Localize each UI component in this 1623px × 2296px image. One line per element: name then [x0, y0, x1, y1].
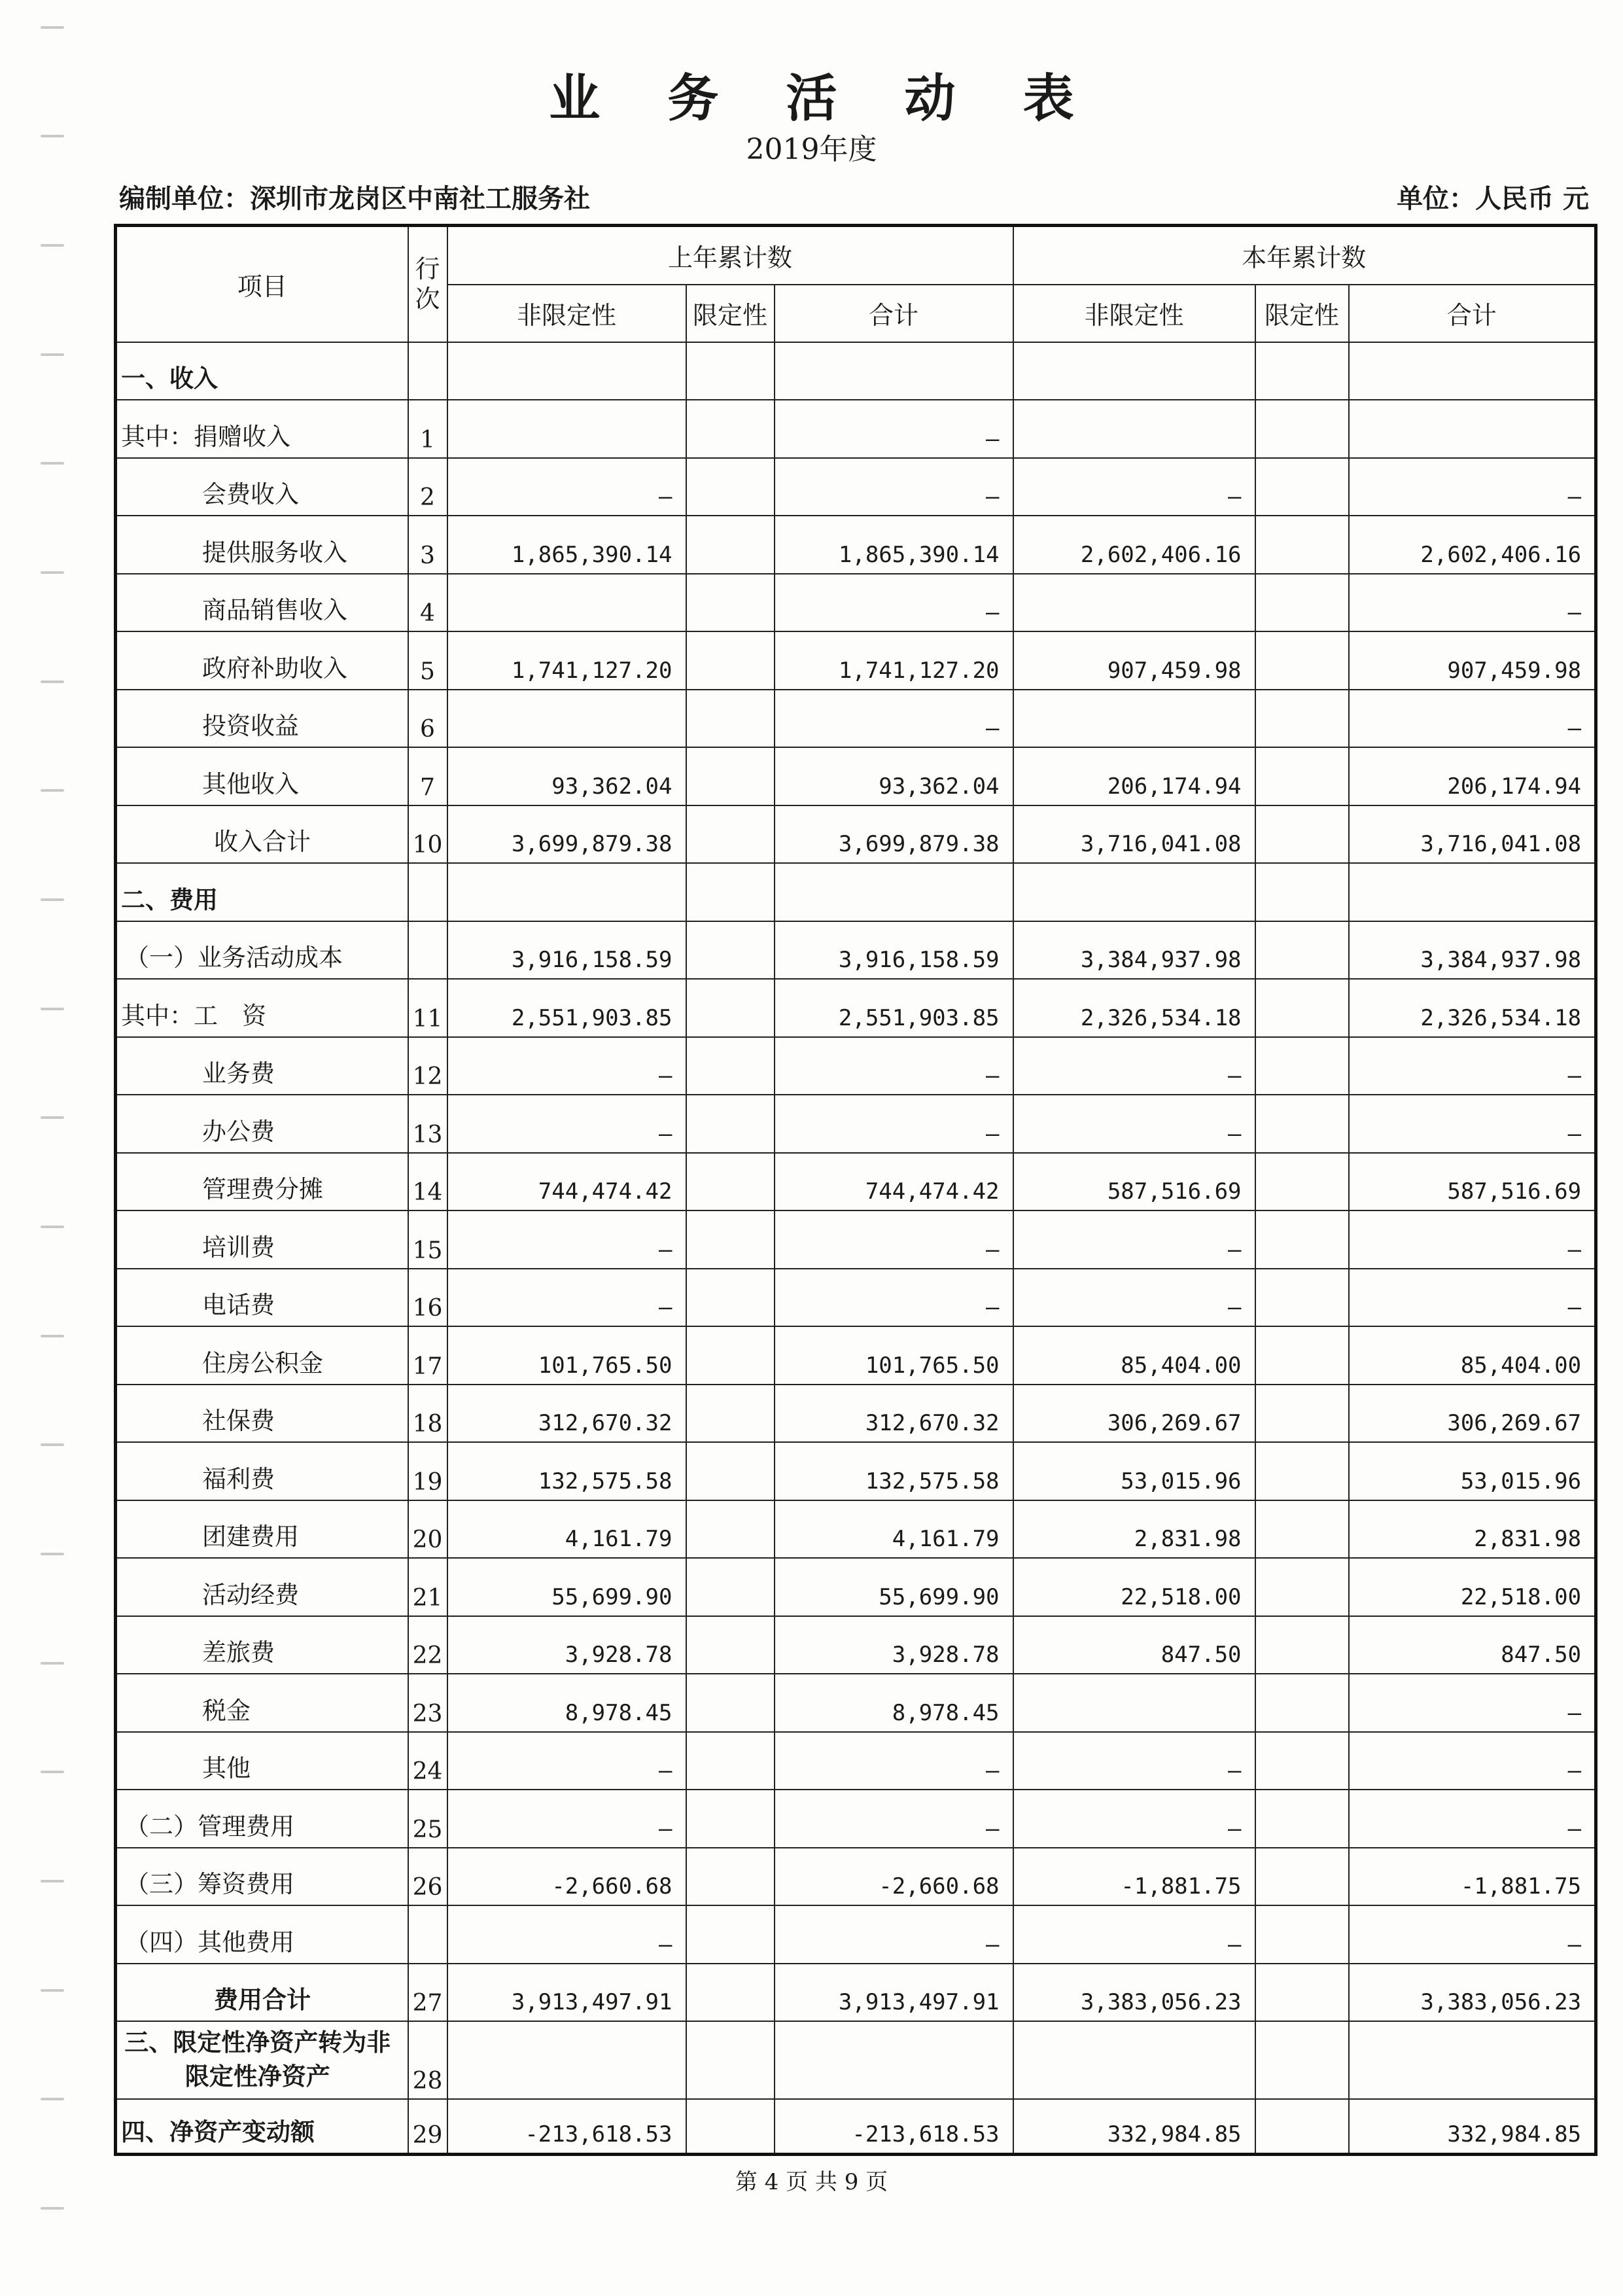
cell-py-r — [686, 1095, 775, 1153]
header-curr-unrestricted: 非限定性 — [1013, 285, 1255, 342]
cell-py-r — [686, 1269, 775, 1327]
cell-py-u: – — [447, 1790, 686, 1848]
cell-py-u: 3,916,158.59 — [447, 921, 686, 980]
cell-cy-t: 332,984.85 — [1349, 2099, 1596, 2154]
cell-py-r — [686, 921, 775, 980]
table-row — [116, 400, 1596, 458]
table-row — [116, 1964, 1596, 2022]
cell-py-r — [686, 574, 775, 632]
cell-cy-u: – — [1013, 458, 1255, 516]
cell-cy-u: 2,602,406.16 — [1013, 516, 1255, 574]
table-row — [116, 2099, 1596, 2154]
cell-cy-t: 85,404.00 — [1349, 1326, 1596, 1385]
cell-py-r — [686, 458, 775, 516]
cell-cy-t: – — [1349, 1269, 1596, 1327]
row-line-number: 1 — [408, 400, 447, 458]
row-line-number: 28 — [408, 2021, 447, 2099]
row-item-label: 福利费 — [116, 1442, 408, 1500]
cell-py-r — [686, 1558, 775, 1616]
cell-py-r — [686, 1153, 775, 1211]
cell-py-r — [686, 1964, 775, 2022]
cell-cy-u — [1013, 342, 1255, 400]
row-line-number: 29 — [408, 2099, 447, 2154]
cell-py-r — [686, 1848, 775, 1906]
cell-py-u: 312,670.32 — [447, 1385, 686, 1443]
row-item-label: （三）筹资费用 — [116, 1848, 408, 1906]
cell-py-r — [686, 516, 775, 574]
header-item: 项目 — [116, 226, 408, 342]
header-prev-year: 上年累计数 — [447, 226, 1013, 285]
cell-cy-t: 847.50 — [1349, 1616, 1596, 1674]
table-row — [116, 1616, 1596, 1674]
cell-py-u — [447, 2021, 686, 2099]
row-line-number: 22 — [408, 1616, 447, 1674]
cell-cy-t: 587,516.69 — [1349, 1153, 1596, 1211]
cell-py-t — [775, 863, 1013, 921]
cell-py-t: – — [775, 1790, 1013, 1848]
cell-cy-r — [1255, 400, 1349, 458]
cell-py-r — [686, 1500, 775, 1559]
cell-cy-t: – — [1349, 458, 1596, 516]
cell-py-u: – — [447, 1037, 686, 1095]
cell-py-u: -2,660.68 — [447, 1848, 686, 1906]
table-row — [116, 342, 1596, 400]
table-row — [116, 1442, 1596, 1500]
cell-py-u: 55,699.90 — [447, 1558, 686, 1616]
cell-py-u: 1,741,127.20 — [447, 631, 686, 690]
cell-cy-r — [1255, 805, 1349, 864]
row-line-number: 19 — [408, 1442, 447, 1500]
document-title: 业 务 活 动 表 — [549, 69, 1099, 128]
cell-cy-u: – — [1013, 1210, 1255, 1269]
header-line-no — [408, 226, 447, 342]
row-line-number: 6 — [408, 690, 447, 748]
row-line-number: 3 — [408, 516, 447, 574]
cell-cy-u: 53,015.96 — [1013, 1442, 1255, 1500]
cell-cy-r — [1255, 631, 1349, 690]
cell-cy-u: – — [1013, 1269, 1255, 1327]
cell-py-u: 744,474.42 — [447, 1153, 686, 1211]
row-item-label: 业务费 — [116, 1037, 408, 1095]
row-item-label: 住房公积金 — [116, 1326, 408, 1385]
row-item-label: （四）其他费用 — [116, 1905, 408, 1964]
cell-cy-r — [1255, 1326, 1349, 1385]
cell-cy-u: 3,383,056.23 — [1013, 1964, 1255, 2022]
fiscal-year: 2019年度 — [746, 133, 877, 166]
header-curr-total: 合计 — [1349, 285, 1596, 342]
cell-py-u: – — [447, 458, 686, 516]
cell-cy-r — [1255, 979, 1349, 1037]
cell-py-u: 93,362.04 — [447, 747, 686, 805]
row-item-label: 三、限定性净资产转为非限定性净资产 — [116, 2021, 408, 2099]
cell-cy-t: – — [1349, 1037, 1596, 1095]
cell-py-t: 3,913,497.91 — [775, 1964, 1013, 2022]
page-footer: 第 4 页 共 9 页 — [735, 2169, 888, 2195]
cell-py-t: – — [775, 1732, 1013, 1790]
table-row — [116, 805, 1596, 864]
row-line-number: 14 — [408, 1153, 447, 1211]
cell-py-r — [686, 979, 775, 1037]
cell-py-r — [686, 2021, 775, 2099]
row-item-label: 差旅费 — [116, 1616, 408, 1674]
row-line-number: 7 — [408, 747, 447, 805]
table-row — [116, 747, 1596, 805]
cell-cy-u: 3,384,937.98 — [1013, 921, 1255, 980]
row-item-label: 培训费 — [116, 1210, 408, 1269]
cell-py-t: -213,618.53 — [775, 2099, 1013, 2154]
cell-cy-t: – — [1349, 690, 1596, 748]
cell-py-u: 132,575.58 — [447, 1442, 686, 1500]
cell-cy-u: 847.50 — [1013, 1616, 1255, 1674]
cell-py-t: – — [775, 1905, 1013, 1964]
cell-cy-u: 206,174.94 — [1013, 747, 1255, 805]
cell-cy-u — [1013, 400, 1255, 458]
cell-py-u: 3,928.78 — [447, 1616, 686, 1674]
cell-cy-t: 53,015.96 — [1349, 1442, 1596, 1500]
cell-cy-r — [1255, 458, 1349, 516]
cell-py-u — [447, 400, 686, 458]
cell-py-r — [686, 863, 775, 921]
cell-py-u: 3,699,879.38 — [447, 805, 686, 864]
cell-py-t: – — [775, 1210, 1013, 1269]
cell-cy-t: – — [1349, 1905, 1596, 1964]
cell-py-u: 4,161.79 — [447, 1500, 686, 1559]
cell-py-t: 3,928.78 — [775, 1616, 1013, 1674]
row-item-label: 管理费分摊 — [116, 1153, 408, 1211]
cell-py-t: 132,575.58 — [775, 1442, 1013, 1500]
cell-py-u: 8,978.45 — [447, 1674, 686, 1732]
preparing-organization: 编制单位：深圳市龙岗区中南社工服务社 — [119, 183, 590, 214]
cell-py-u — [447, 342, 686, 400]
row-line-number: 5 — [408, 631, 447, 690]
table-row — [116, 1558, 1596, 1616]
row-item-label: 费用合计 — [116, 1964, 408, 2022]
cell-py-r — [686, 1442, 775, 1500]
row-item-label: 提供服务收入 — [116, 516, 408, 574]
cell-cy-u: – — [1013, 1905, 1255, 1964]
row-line-number: 24 — [408, 1732, 447, 1790]
cell-cy-t: – — [1349, 1790, 1596, 1848]
cell-py-r — [686, 1385, 775, 1443]
cell-py-r — [686, 1210, 775, 1269]
row-line-number: 18 — [408, 1385, 447, 1443]
cell-cy-u — [1013, 574, 1255, 632]
cell-py-t: – — [775, 1037, 1013, 1095]
cell-cy-r — [1255, 1790, 1349, 1848]
cell-py-t: 3,916,158.59 — [775, 921, 1013, 980]
cell-cy-t — [1349, 2021, 1596, 2099]
cell-py-u: 1,865,390.14 — [447, 516, 686, 574]
row-line-number — [408, 1905, 447, 1964]
row-line-number: 20 — [408, 1500, 447, 1559]
row-line-number: 11 — [408, 979, 447, 1037]
cell-cy-t: 3,384,937.98 — [1349, 921, 1596, 980]
cell-cy-t: – — [1349, 1210, 1596, 1269]
row-item-label: 其中：工 资 — [116, 979, 408, 1037]
cell-cy-t: 2,831.98 — [1349, 1500, 1596, 1559]
cell-py-t — [775, 342, 1013, 400]
cell-cy-t: 22,518.00 — [1349, 1558, 1596, 1616]
cell-py-r — [686, 631, 775, 690]
row-line-number: 17 — [408, 1326, 447, 1385]
cell-cy-r — [1255, 2021, 1349, 2099]
cell-py-t: 1,741,127.20 — [775, 631, 1013, 690]
cell-py-u: -213,618.53 — [447, 2099, 686, 2154]
cell-cy-r — [1255, 1269, 1349, 1327]
cell-cy-u: – — [1013, 1095, 1255, 1153]
row-item-label: （一）业务活动成本 — [116, 921, 408, 980]
cell-cy-r — [1255, 1905, 1349, 1964]
cell-py-u: – — [447, 1269, 686, 1327]
cell-cy-u: 85,404.00 — [1013, 1326, 1255, 1385]
cell-cy-r — [1255, 1385, 1349, 1443]
row-item-label: 电话费 — [116, 1269, 408, 1327]
row-line-number: 16 — [408, 1269, 447, 1327]
cell-py-u: – — [447, 1095, 686, 1153]
table-row — [116, 690, 1596, 748]
cell-cy-u: – — [1013, 1790, 1255, 1848]
statement-table-wrapper — [114, 224, 1594, 2156]
cell-cy-t: 2,602,406.16 — [1349, 516, 1596, 574]
row-line-number: 21 — [408, 1558, 447, 1616]
cell-cy-t — [1349, 863, 1596, 921]
row-item-label: 收入合计 — [116, 805, 408, 864]
cell-py-u: – — [447, 1732, 686, 1790]
cell-cy-r — [1255, 1848, 1349, 1906]
cell-py-r — [686, 690, 775, 748]
row-item-label: 活动经费 — [116, 1558, 408, 1616]
table-row — [116, 1500, 1596, 1559]
cell-py-r — [686, 805, 775, 864]
cell-cy-r — [1255, 1732, 1349, 1790]
row-item-label: 税金 — [116, 1674, 408, 1732]
header-curr-restricted: 限定性 — [1255, 285, 1349, 342]
cell-py-r — [686, 1326, 775, 1385]
row-line-number: 10 — [408, 805, 447, 864]
cell-cy-r — [1255, 574, 1349, 632]
cell-cy-u — [1013, 690, 1255, 748]
cell-cy-t: – — [1349, 1095, 1596, 1153]
table-row — [116, 1848, 1596, 1906]
cell-cy-r — [1255, 2099, 1349, 2154]
cell-py-t: 55,699.90 — [775, 1558, 1013, 1616]
row-line-number: 2 — [408, 458, 447, 516]
cell-cy-r — [1255, 1674, 1349, 1732]
cell-cy-u: 2,831.98 — [1013, 1500, 1255, 1559]
cell-py-t: – — [775, 400, 1013, 458]
cell-cy-t: – — [1349, 1674, 1596, 1732]
cell-cy-t: 3,383,056.23 — [1349, 1964, 1596, 2022]
cell-py-u — [447, 863, 686, 921]
cell-cy-r — [1255, 1153, 1349, 1211]
table-row — [116, 1037, 1596, 1095]
row-line-number: 27 — [408, 1964, 447, 2022]
cell-cy-r — [1255, 921, 1349, 980]
table-row — [116, 1905, 1596, 1964]
table-row — [116, 458, 1596, 516]
cell-cy-t — [1349, 400, 1596, 458]
table-row — [116, 921, 1596, 980]
cell-cy-t: 306,269.67 — [1349, 1385, 1596, 1443]
table-row — [116, 631, 1596, 690]
row-item-label: 办公费 — [116, 1095, 408, 1153]
header-line-no-text: 行次 — [415, 255, 440, 314]
cell-py-t: 8,978.45 — [775, 1674, 1013, 1732]
cell-cy-t — [1349, 342, 1596, 400]
table-row — [116, 1326, 1596, 1385]
header-prev-unrestricted: 非限定性 — [447, 285, 686, 342]
cell-cy-u — [1013, 2021, 1255, 2099]
row-item-label: 投资收益 — [116, 690, 408, 748]
cell-cy-r — [1255, 1558, 1349, 1616]
table-row — [116, 1674, 1596, 1732]
cell-py-r — [686, 1732, 775, 1790]
row-item-label: 社保费 — [116, 1385, 408, 1443]
row-item-label: 团建费用 — [116, 1500, 408, 1559]
cell-cy-r — [1255, 1210, 1349, 1269]
row-line-number: 25 — [408, 1790, 447, 1848]
row-item-label: 一、收入 — [116, 342, 408, 400]
cell-cy-t: 3,716,041.08 — [1349, 805, 1596, 864]
cell-py-t: – — [775, 1095, 1013, 1153]
cell-cy-r — [1255, 342, 1349, 400]
cell-py-t: 93,362.04 — [775, 747, 1013, 805]
cell-py-u: 3,913,497.91 — [447, 1964, 686, 2022]
cell-py-t: 744,474.42 — [775, 1153, 1013, 1211]
header-prev-restricted: 限定性 — [686, 285, 775, 342]
cell-cy-t: – — [1349, 574, 1596, 632]
cell-cy-r — [1255, 1095, 1349, 1153]
cell-cy-t: -1,881.75 — [1349, 1848, 1596, 1906]
cell-py-r — [686, 342, 775, 400]
row-item-label: 政府补助收入 — [116, 631, 408, 690]
cell-cy-u: 332,984.85 — [1013, 2099, 1255, 2154]
table-row — [116, 979, 1596, 1037]
row-item-label: 其他收入 — [116, 747, 408, 805]
cell-cy-r — [1255, 747, 1349, 805]
cell-py-t: -2,660.68 — [775, 1848, 1013, 1906]
cell-cy-t: – — [1349, 1732, 1596, 1790]
row-line-number: 26 — [408, 1848, 447, 1906]
header-prev-total: 合计 — [775, 285, 1013, 342]
row-item-label: 会费收入 — [116, 458, 408, 516]
cell-cy-r — [1255, 1500, 1349, 1559]
cell-py-u — [447, 574, 686, 632]
cell-py-r — [686, 1037, 775, 1095]
cell-cy-r — [1255, 1964, 1349, 2022]
cell-cy-u: 306,269.67 — [1013, 1385, 1255, 1443]
cell-cy-u: 2,326,534.18 — [1013, 979, 1255, 1037]
cell-cy-u: – — [1013, 1732, 1255, 1790]
cell-cy-u: -1,881.75 — [1013, 1848, 1255, 1906]
table-row — [116, 863, 1596, 921]
cell-py-r — [686, 1790, 775, 1848]
row-line-number: 4 — [408, 574, 447, 632]
cell-py-r — [686, 400, 775, 458]
row-line-number: 23 — [408, 1674, 447, 1732]
row-line-number: 13 — [408, 1095, 447, 1153]
cell-cy-r — [1255, 1037, 1349, 1095]
row-item-label: 其中：捐赠收入 — [116, 400, 408, 458]
cell-cy-t: 2,326,534.18 — [1349, 979, 1596, 1037]
cell-py-t: 1,865,390.14 — [775, 516, 1013, 574]
cell-py-t: 2,551,903.85 — [775, 979, 1013, 1037]
row-line-number — [408, 921, 447, 980]
table-row — [116, 1153, 1596, 1211]
table-row — [116, 2021, 1596, 2099]
cell-cy-r — [1255, 1442, 1349, 1500]
row-item-label: 四、净资产变动额 — [116, 2099, 408, 2154]
cell-py-t — [775, 2021, 1013, 2099]
cell-py-u: – — [447, 1905, 686, 1964]
cell-py-u: – — [447, 1210, 686, 1269]
cell-py-t: – — [775, 458, 1013, 516]
cell-cy-u — [1013, 1674, 1255, 1732]
row-item-label: 二、费用 — [116, 863, 408, 921]
row-item-label: 商品销售收入 — [116, 574, 408, 632]
row-line-number — [408, 342, 447, 400]
cell-py-r — [686, 747, 775, 805]
cell-cy-r — [1255, 1616, 1349, 1674]
cell-cy-u: 587,516.69 — [1013, 1153, 1255, 1211]
row-line-number: 15 — [408, 1210, 447, 1269]
cell-cy-r — [1255, 863, 1349, 921]
cell-cy-u — [1013, 863, 1255, 921]
cell-py-t: – — [775, 1269, 1013, 1327]
cell-py-r — [686, 1674, 775, 1732]
cell-cy-u: 3,716,041.08 — [1013, 805, 1255, 864]
table-row — [116, 1790, 1596, 1848]
cell-cy-u: 907,459.98 — [1013, 631, 1255, 690]
cell-py-t: – — [775, 690, 1013, 748]
cell-py-r — [686, 2099, 775, 2154]
cell-cy-t: 907,459.98 — [1349, 631, 1596, 690]
currency-unit: 单位：人民币 元 — [1397, 183, 1589, 214]
statement-of-activities-table — [114, 224, 1597, 2156]
row-line-number — [408, 863, 447, 921]
table-row — [116, 1269, 1596, 1327]
cell-py-t: 3,699,879.38 — [775, 805, 1013, 864]
header-curr-year: 本年累计数 — [1013, 226, 1596, 285]
table-row — [116, 516, 1596, 574]
cell-cy-t: 206,174.94 — [1349, 747, 1596, 805]
cell-py-u: 101,765.50 — [447, 1326, 686, 1385]
table-row — [116, 574, 1596, 632]
cell-py-t: 312,670.32 — [775, 1385, 1013, 1443]
table-row — [116, 1210, 1596, 1269]
cell-py-t: 4,161.79 — [775, 1500, 1013, 1559]
cell-cy-u: – — [1013, 1037, 1255, 1095]
cell-py-t: – — [775, 574, 1013, 632]
row-line-number: 12 — [408, 1037, 447, 1095]
cell-py-r — [686, 1905, 775, 1964]
table-row — [116, 1732, 1596, 1790]
cell-cy-u: 22,518.00 — [1013, 1558, 1255, 1616]
cell-py-r — [686, 1616, 775, 1674]
cell-py-u: 2,551,903.85 — [447, 979, 686, 1037]
cell-py-u — [447, 690, 686, 748]
cell-cy-r — [1255, 516, 1349, 574]
table-row — [116, 1095, 1596, 1153]
cell-cy-r — [1255, 690, 1349, 748]
cell-py-t: 101,765.50 — [775, 1326, 1013, 1385]
row-item-label: 其他 — [116, 1732, 408, 1790]
row-item-label: （二）管理费用 — [116, 1790, 408, 1848]
table-row — [116, 1385, 1596, 1443]
